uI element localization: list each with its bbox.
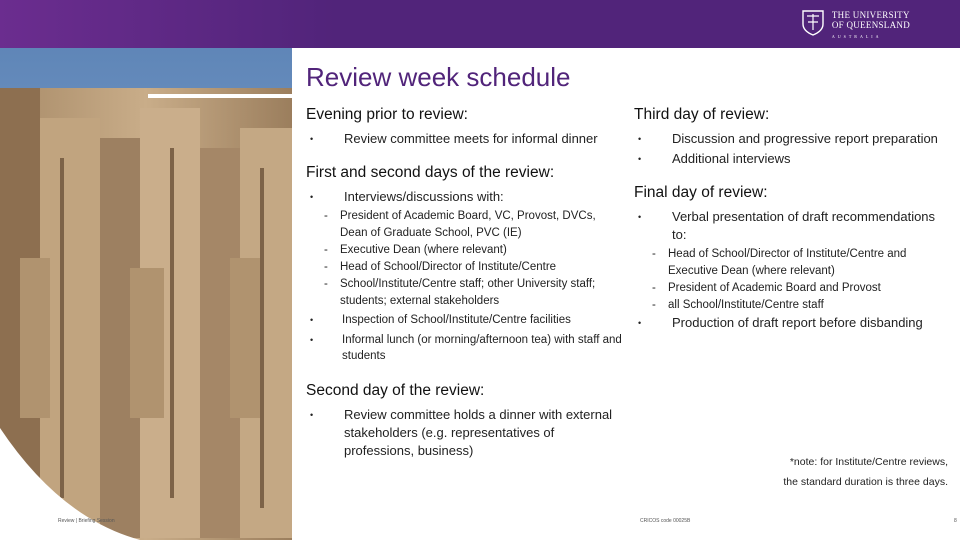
third-day-heading: Third day of review: (634, 106, 770, 123)
logo-line-1: THE UNIVERSITY (831, 10, 910, 20)
note-line-2: the standard duration is three days. (783, 476, 948, 488)
final-day-heading: Final day of review: (634, 184, 768, 201)
note-line-1: *note: for Institute/Centre reviews, (789, 456, 948, 468)
left-column (306, 106, 626, 462)
list-item: • Verbal presentation of draft recommendations to: (638, 209, 936, 242)
building-photo (0, 48, 292, 540)
university-logo (802, 10, 910, 42)
duration-note (748, 452, 948, 492)
list-item: • Inspection of School/Institute/Centre facilities (310, 314, 571, 326)
logo-line-3: AUSTRALIA (831, 34, 882, 39)
list-item: • Review committee meets for informal dinner (310, 131, 598, 146)
list-item: • Review committee holds a dinner with external stakeholders (e.g. representatives of professions, business) (310, 407, 613, 458)
header-bar (0, 0, 960, 48)
list-item: • Interviews/discussions with: (310, 189, 504, 204)
list-item: • Informal lunch (or morning/afternoon tea) with staff and students (310, 334, 622, 362)
footer-cricos: CRICOS code 00025B (640, 518, 691, 524)
footer-left: Review | Briefing Session (58, 518, 115, 524)
page-number: 8 (954, 518, 957, 524)
logo-line-2: OF QUEENSLAND (831, 20, 910, 30)
sub-list-item: - President of Academic Board, VC, Provost, DVCs, Dean of Graduate School, PVC (IE) (324, 210, 596, 239)
sub-list-item: - School/Institute/Centre staff; other University staff; students; external stakeholders (324, 278, 596, 307)
list-item: • Production of draft report before disbanding (638, 315, 923, 330)
sub-list-item: - Head of School/Director of Institute/Centre (324, 261, 557, 273)
list-item: • Additional interviews (638, 151, 791, 166)
evening-heading: Evening prior to review: (306, 106, 468, 123)
first-second-heading: First and second days of the review: (306, 164, 555, 181)
sub-list-item: - President of Academic Board and Provost (652, 282, 881, 294)
right-column (634, 106, 950, 334)
sub-list-item: - all School/Institute/Centre staff (652, 299, 824, 311)
crest-icon (802, 10, 824, 36)
sub-list-item: - Head of School/Director of Institute/Centre and Executive Dean (where relevant) (652, 248, 907, 277)
page-title: Review week schedule (306, 62, 571, 92)
sub-list-item: - Executive Dean (where relevant) (324, 244, 507, 256)
second-day-heading: Second day of the review: (306, 382, 485, 399)
list-item: • Discussion and progressive report preparation (638, 131, 938, 146)
